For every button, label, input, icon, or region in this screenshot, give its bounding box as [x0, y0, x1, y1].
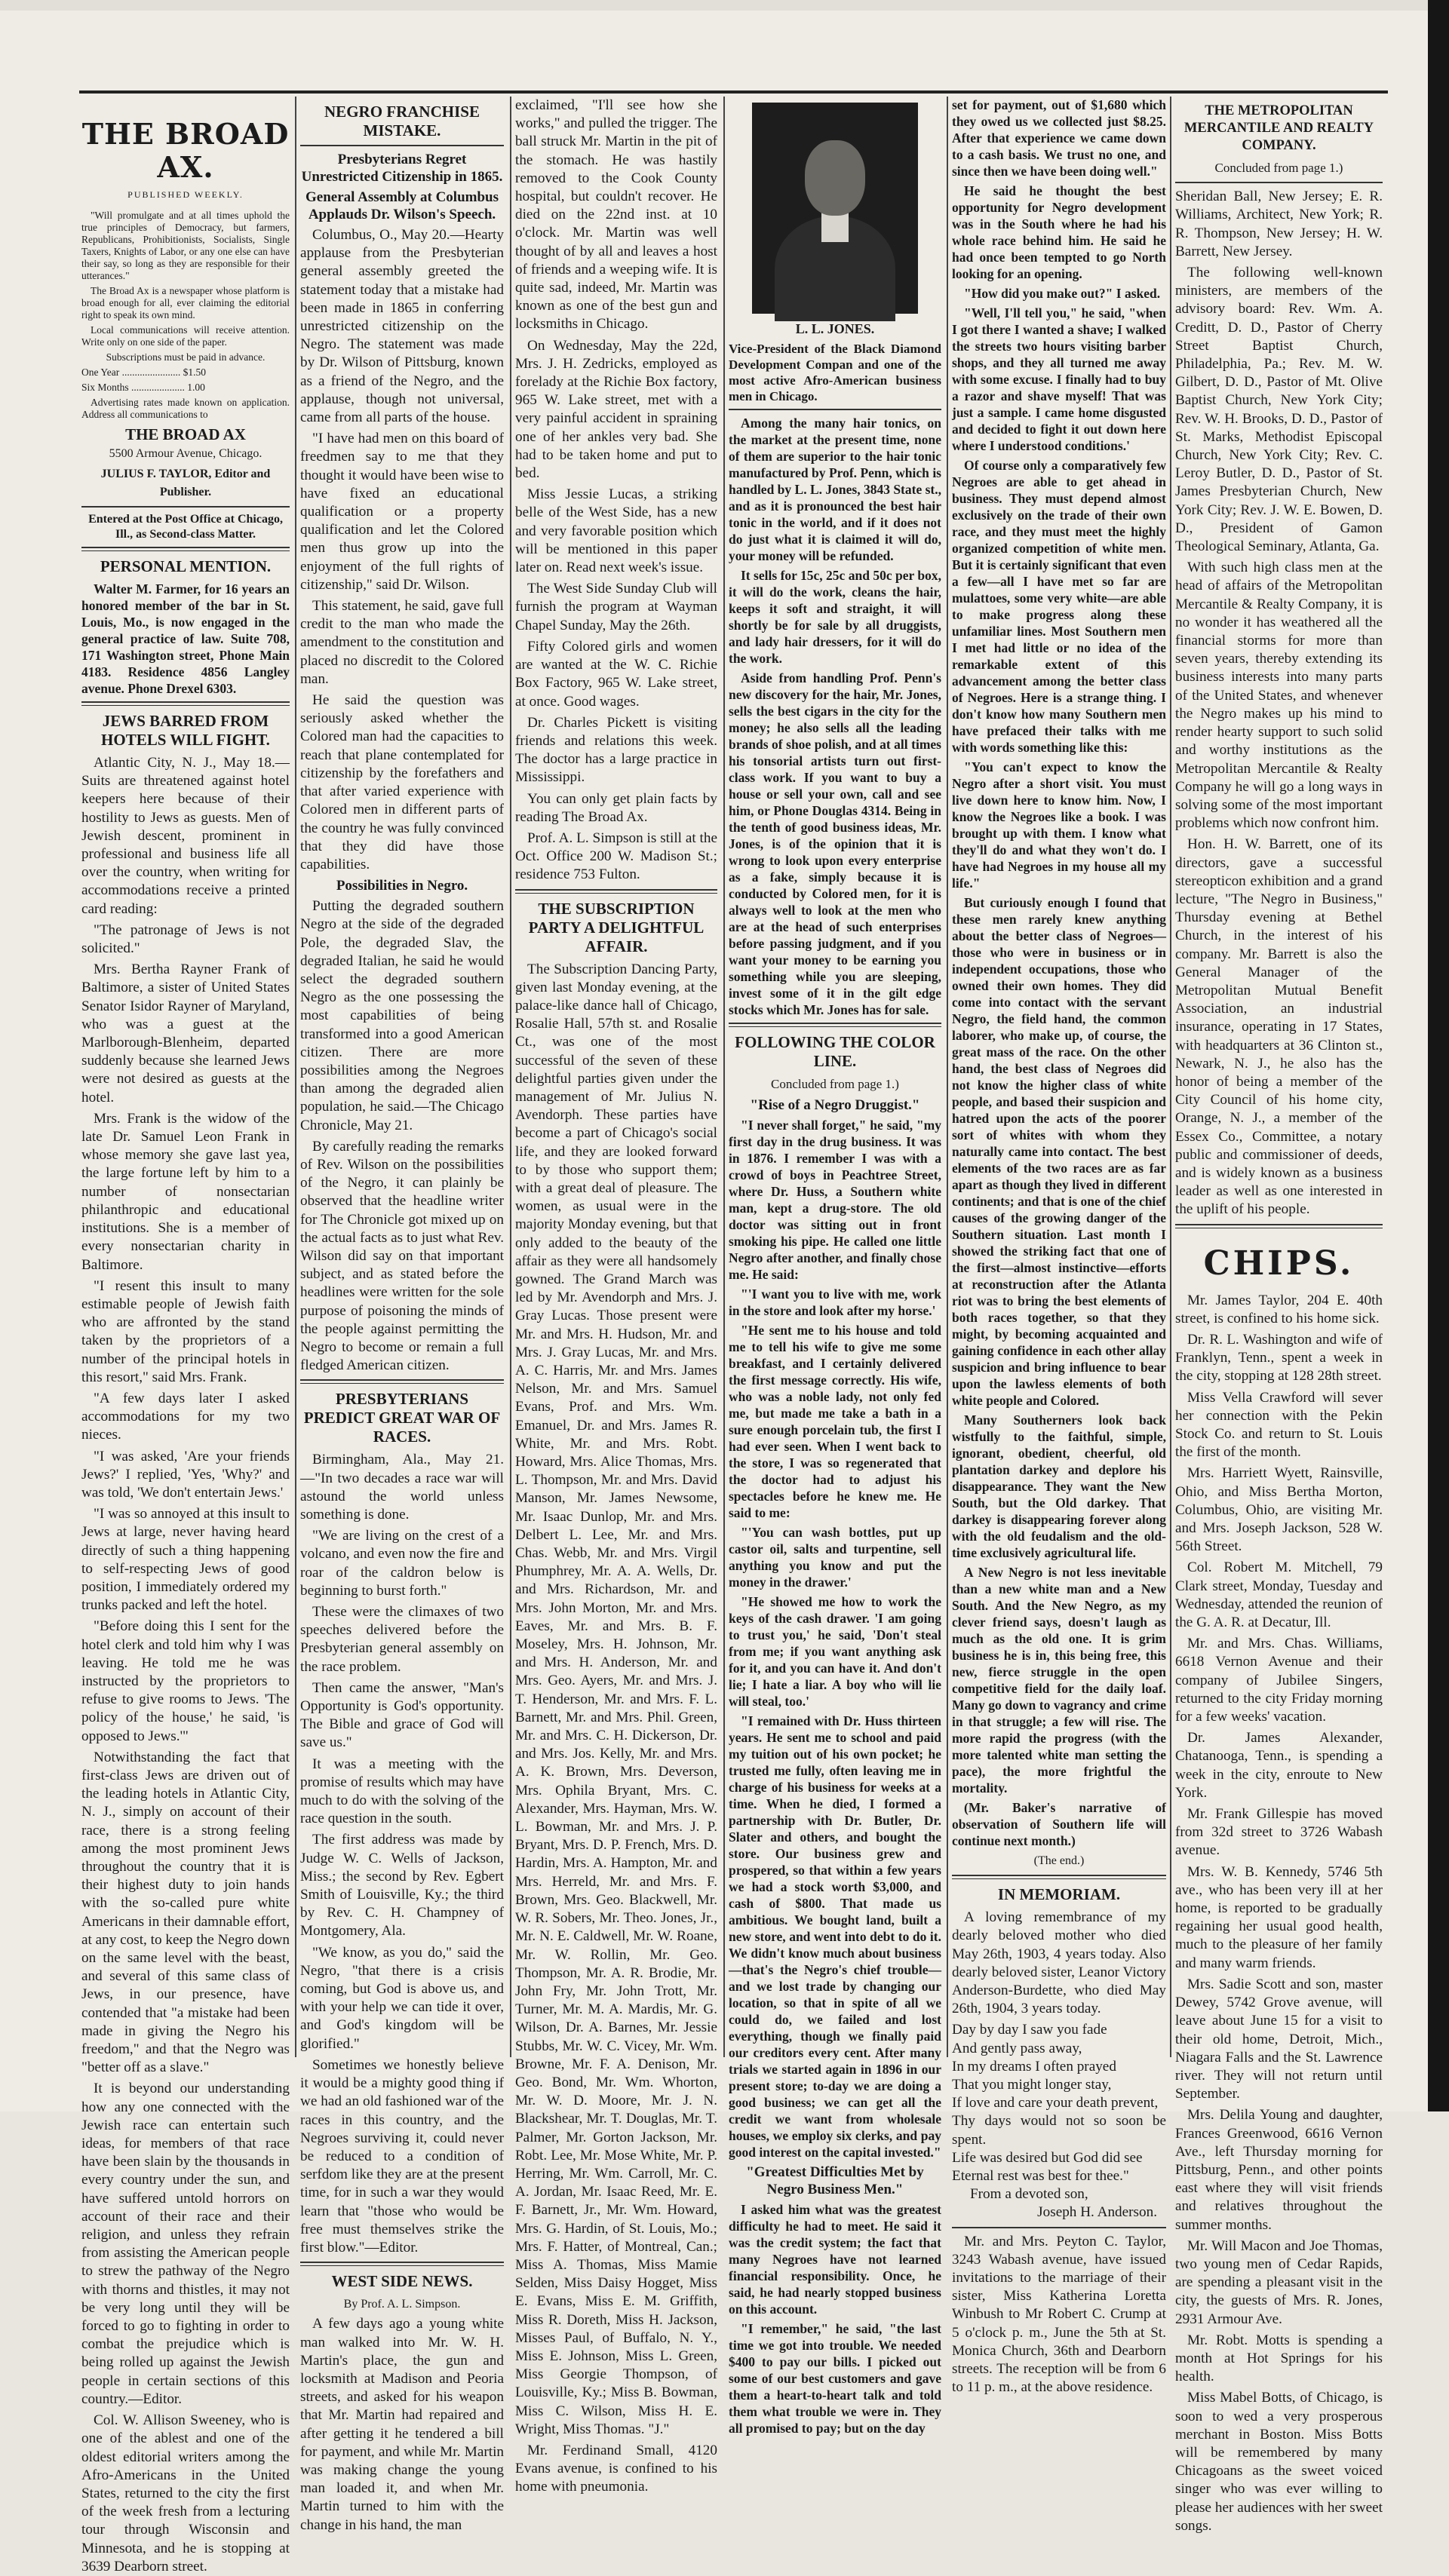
article-paragraph: "The patronage of Jews is not solicited." — [81, 922, 290, 957]
article-paragraph: "He showed me how to work the keys of the cash drawer. 'I am going to trust you,' he said, 'Don't steal from me; if you want anything ask for it, and you can have it. And don't lie; I hate a liar. A boy who will lie will steal, too.' — [729, 1594, 941, 1710]
divider — [81, 547, 290, 551]
memoriam-signature: Joseph H. Anderson. — [1037, 2204, 1157, 2221]
article-paragraph: The Subscription Dancing Party, given last Monday evening, at the palace-like dance hall of Chicago, Rosalie Hall, 57th st. and Rosalie Ct., was one of the most successful of the seven of these delightful parties given under the management of Mr. Julius N. Avendorph. These parties have become a part of Chicago's social life, and they are looked forward to by those who support them; with a great deal of pleasure. The women, as usual were in the majority Monday evening, but that only added to the beauty of the affair as they were all handsomely gowned. The Grand March was led by Mr. Avendorph and Mrs. J. Gray Lucas. Those present were Mr. and Mrs. H. Hudson, Mr. and Mrs. J. Gray Lucas, Mr. and Mrs. A. C. Harris, Mr. and Mrs. James Nelson, Mr. and Mrs. Samuel Evans, Prof. and Mrs. Wm. Emanuel, Dr. and Mrs. James R. White, Mr. and Mrs. Robt. Howard, Mrs. Alice Thomas, Mrs. L. Thompson, Mr. and Mrs. David Manson, Mr. James Newsome, Mr. Isaac Dunlop, Mr. and Mrs. Delbert L. Lee, Mr. and Mrs. Chas. Webb, Mr. and Mrs. Virgil Phumphrey, Mr. A. A. Wells, Dr. and Mrs. Richardson, Mr. and Mrs. John Morton, Mr. and Mrs. Eaves, Mr. and Mrs. B. F. Moseley, Mrs. H. Johnson, Mr. and Mrs. H. Anderson, Mr. and Mrs. Geo. Ayers, Mr. and Mrs. J. T. Henderson, Mr. and Mrs. F. L. Barnett, Mr. and Mrs. Phil. Green, Mr. and Mrs. C. H. Dickerson, Dr. and Mrs. Jos. Kelly, Mr. and Mrs. A. K. Brown, Mrs. Deverson, Mrs. Ophila Bryant, Mrs. C. Alexander, Mrs. Hayman, Mrs. W. L. Bowman, Mr. and Mrs. J. P. Bryant, Mrs. D. P. French, Mrs. D. Hardin, Mrs. A. Hampton, Mr. and Mrs. Herreld, Mr. and Mrs. F. Brown, Mrs. Geo. Blackwell, Mr. W. R. Sobers, Mr. Theo. Jones, Jr., Mr. N. E. Caldwell, Mr. W. Roane, Mr. W. Rollin, Mr. Geo. Thompson, Mr. A. R. Brodie, Mr. John Fry, Mr. John Trott, Mr. Turner, Mr. M. A. Mardis, Mr. G. Wilson, Dr. A. Barnes, Mr. Jessie Stubbs, Mr. W. C. Vicey, Mr. Wm. Browne, Mr. F. A. Denison, Mr. Geo. Bond, Mr. Wm. Whorton, Mr. W. D. Moore, Mr. J. N. Blackshear, Mr. T. Douglas, Mr. T. Palmer, Mr. Gorton Jackson, Mr. Robt. Lee, Mr. Mose White, Mr. P. Herring, Mr. Wm. Carroll, Mr. C. A. Jordan, Mr. Isaac Reed, Mr. E. F. Barnett, Jr., Mr. Wm. Howard, Mrs. G. Hardin, of St. Louis, Mo.; Mrs. F. Hatter, of Montreal, Can.; Miss A. Thomas, Miss Mamie Selden, Miss Daisy Hogget, Miss E. Evans, Miss E. M. Griffith, Miss R. Doreth, Miss H. Jackson, Misses Paul, of Buffalo, N. Y., Miss E. Johnson, Miss L. Green, Miss Georgie Thompson, of Louisville, Ky.; Miss B. Bowman, Miss C. Wilson, Miss H. E. Wright, Miss Thomas. "J." — [515, 961, 717, 2437]
article-paragraph: (Mr. Baker's narrative of observation of Southern life will continue next month.) — [952, 1800, 1166, 1848]
chips-item: Dr. James Alexander, Chatanooga, Tenn., is spending a week in the city, enroute to New York. — [1175, 1730, 1383, 1801]
verse-line: In my dreams I often prayed — [952, 2058, 1116, 2075]
chips-item: Dr. R. L. Washington and wife of Franklyn, Tenn., spent a week in the city, stopping at 128 28th street. — [1175, 1331, 1383, 1385]
article-paragraph: Prof. A. L. Simpson is still at the Oct. Office 200 W. Madison St.; residence 753 Fulton. — [515, 830, 717, 883]
column-2 — [300, 97, 504, 2533]
portrait-photo — [752, 103, 918, 314]
chips-item: Mrs. Delila Young and daughter, Frances Greenwood, 6616 Vernon Ave., left Thursday morning for Pittsburg, Penn., and other points east where they will visit friends and relatives throughout the summer months. — [1175, 2107, 1383, 2233]
mercantile-heading: THE METROPOLITAN MERCANTILE AND REALTY COMPANY. — [1183, 103, 1374, 153]
article-paragraph: But curiously enough I found that these men rarely knew anything about the better class of Negroes—those who were in business or in independent occupations, those who owned their own homes. They did come into contact with the servant Negro, the field hand, the common laborer, who make up, of course, the great mass of the race. On the other hand, the best class of Negroes did not know the higher class of white people, and based their suspicion and hatred upon the acts of the poorer sort of whites with whom they naturally came into contact. The best elements of the two races are as far apart as though they lived in different continents; and that is one of the chief causes of the growing danger of the Southern situation. Last month I showed the striking fact that one of the first—almost instinctive—efforts at reconstruction after the Atlanta riot was to bring the best elements of both races together, so that they might, by becoming acquainted and gaining confidence in each other allay suspicion and bring influence to bear upon the lawless elements of both white people and Colored. — [952, 895, 1166, 1408]
rate-six-months: Six Months ..................... 1.00 — [81, 382, 205, 394]
chips-item: Mr. Robt. Motts is spending a month at Hot Springs for his health. — [1175, 2332, 1383, 2385]
memoriam-heading: IN MEMORIAM. — [997, 1885, 1121, 1904]
address-street: 5500 Armour Avenue, Chicago. — [109, 447, 262, 461]
article-paragraph: Dr. Charles Pickett is visiting friends and relations this week. The doctor has a large practice in Mississippi. — [515, 714, 717, 786]
chips-item: Mr. James Taylor, 204 E. 40th street, is confined to his home sick. — [1175, 1292, 1383, 1326]
west-side-heading: WEST SIDE NEWS. — [331, 2272, 473, 2291]
divider — [81, 701, 290, 706]
article-paragraph: "I remember," he said, "the last time we got into trouble. We needed $400 to pay our bills. I picked out some of our best customers and gave them a heart-to-heart talk and told them what trouble we were in. They all promised to pay; but on the day — [729, 2321, 941, 2436]
article-paragraph: Hon. H. W. Barrett, one of its directors, gave a successful stereopticon exhibition and a grand lecture, "The Negro in Business," Thursday evening at Bethel Church, in the interest of his company. Mr. Barrett is also the General Manager of the Metropolitan Mutual Benefit Association, an industrial insurance, operating in 17 States, with headquarters at 36 Clinton st., Newark, N. J., he also has the honor of being a member of the City Council of his home city, Orange, N. J., a member of the Essex Co., Committee, a notary public and commissioner of deeds, and is widely known as a business leader as well as one interested in the uplift of his people. — [1175, 836, 1383, 1218]
chips-item: Mr. Frank Gillespie has moved from 32d street to 3726 Wabash avenue. — [1175, 1806, 1383, 1859]
article-paragraph: The first address was made by Judge W. C. Wells of Jackson, Miss.; the second by Rev. Egbert Smith of Louisville, Ky.; the third by Rev. C. H. Champney of Montgomery, Ala. — [300, 1832, 504, 1940]
franchise-subheading: Presbyterians Regret Unrestricted Citizenship in 1865. — [301, 152, 503, 185]
article-paragraph: "'I want you to live with me, work in the store and look after my horse.' — [729, 1286, 941, 1319]
masthead-blurb: "Will promulgate and at all times uphold the true principles of Democracy, but farmers, Republicans, Prohibitionists, Socialists, Single Taxers, Knights of Labor, or any one else can have their say, so long as they are responsible for their utterances." — [81, 210, 290, 282]
article-paragraph: "I was so annoyed at this insult to Jews at large, never having heard directly of such a thing happening to self-respecting Jews of good position, I immediately ordered my trunks packed and left the hotel. — [81, 1506, 290, 1614]
article-paragraph: Sheridan Ball, New Jersey; E. R. Williams, Architect, New York; R. R. Thompson, New Jersey; H. W. Barrett, New Jersey. — [1175, 189, 1383, 259]
article-paragraph: "Before doing this I sent for the hotel clerk and told him why I was leaving. He told me he was instructed by the proprietors to refuse to give rooms to Jews. 'The policy of the house,' he said, 'is opposed to Jews.'" — [81, 1618, 290, 1744]
chips-item: Mr. and Mrs. Chas. Williams, 6618 Vernon Avenue and their company of Jubilee Singers, returned to the city Friday morning for a few weeks' vacation. — [1175, 1636, 1383, 1725]
verse-line: Life was desired but God did see — [952, 2149, 1143, 2166]
franchise-subheading: General Assembly at Columbus Applauds Dr. Wilson's Speech. — [305, 189, 499, 222]
column-rule — [295, 97, 296, 2057]
article-paragraph: Among the many hair tonics, on the market at the present time, none of them are superior to the hair tonic manufactured by Prof. Penn, which is handled by L. L. Jones, 3843 State st., and as it is pronounced the best hair tonic in the world, and if it does not do just what it is claimed it will do, your money will be refunded. — [729, 416, 941, 564]
jews-barred-heading: JEWS BARRED FROM HOTELS WILL FIGHT. — [101, 712, 270, 750]
column-rule — [723, 97, 725, 2057]
article-paragraph: These were the climaxes of two speeches delivered before the Presbyterian general assembly on the race problem. — [300, 1604, 504, 1675]
divider — [1175, 182, 1383, 183]
column-4 — [729, 97, 941, 2436]
photo-caption-text: Vice-President of the Black Diamond Development Compan and one of the most active Afro-American business men in Chicago. — [729, 342, 941, 404]
scan-right-edge — [1428, 0, 1449, 2111]
subscription-note: Subscriptions must be paid in advance. — [106, 351, 266, 363]
article-paragraph: Then came the answer, "Man's Opportunity is God's opportunity. The Bible and grace of God will save us." — [300, 1679, 504, 1751]
article-paragraph: "Well, I'll tell you," he said, "when I got there I wanted a shave; I walked the streets two hours visiting barber shops, and they all turned me away with some excuse. I finally had to buy a razor and shave myself! That was just a sample. I came home disgusted and decided to fight it out down here where I understood conditions.' — [952, 305, 1166, 453]
divider — [1175, 1224, 1383, 1228]
memoriam-paragraph: A loving remembrance of my dearly beloved mother who died May 26th, 1903, 4 years today. Also dearly beloved sister, Leanor Victory Anderson-Burdette, who died May 26th, 1904, 3 years today. — [952, 1909, 1166, 2017]
ad-rates: Advertising rates made known on application. Address all communications to — [81, 397, 290, 421]
west-side-byline: By Prof. A. L. Simpson. — [343, 2298, 461, 2311]
chips-item: Mr. Will Macon and Joe Thomas, two young men of Cedar Rapids, are spending a pleasant visit in the city, the guests of Mrs. R. Jones, 2931 Armour Ave. — [1175, 2237, 1383, 2327]
chips-item: Miss Vella Crawford will sever her connection with the Pekin Stock Co. and return to St. Louis the first of the month. — [1175, 1389, 1383, 1461]
column-rule — [947, 97, 948, 2057]
column-rule — [1170, 97, 1171, 2057]
divider — [952, 2227, 1166, 2228]
verse-line: If love and care your death prevent, — [952, 2095, 1159, 2111]
article-paragraph: "How did you make out?" I asked. — [964, 286, 1161, 301]
article-paragraph: "I remained with Dr. Huss thirteen years. He sent me to school and paid my tuition out of his own pocket; he trusted me fully, often leaving me in charge of his business for weeks at a time. When he died, I formed a partnership with Dr. Butler, Dr. Slater and others, and bought the store. Our business grew and prospered, so that within a few years we had a stock worth $3,000, and cash of $800. That made us ambitious. We bought land, built a new store, and went into debt to do it. We didn't know much about business—that's the Negro's chief trouble—and we lost trade by changing our location, so that in spite of all we could do, we failed and lost everything, though we finally paid our creditors every cent. After many trials we started again in 1896 in our present store; to-day we are doing a good business; we can get all the credit we want from wholesale houses, we employ six clerks, and pay good interest on the capital invested." — [729, 1713, 941, 2160]
article-paragraph: It was a meeting with the promise of results which may have much to do with the solving of the race question in the south. — [300, 1756, 504, 1827]
article-paragraph: Mrs. Frank is the widow of the late Dr. Samuel Leon Frank in whose memory she gave last yea, the large fortune left by him to a number of nonsectarian philanthropic and educational institutions. She is a member of every nonsectarian charity in Baltimore. — [81, 1110, 290, 1273]
article-paragraph: Fifty Colored girls and women are wanted at the W. C. Richie Box Factory, 965 W. Lake street, at once. Good wages. — [515, 638, 717, 710]
predict-heading: PRESBYTERIANS PREDICT GREAT WAR OF RACES. — [303, 1390, 501, 1446]
column-6 — [1175, 97, 1383, 2534]
entered-notice: Entered at the Post Office at Chicago, Ill., as Second-class Matter. — [88, 513, 283, 541]
scan-top-margin — [0, 0, 1449, 11]
article-paragraph: "We know, as you do," said the Negro, "that there is a crisis coming, but God is above us, and with your help we can tide it over, and God's kingdom will be glorified." — [300, 1944, 504, 2052]
divider — [729, 1023, 941, 1027]
difficulties-subheading: "Greatest Difficulties Met by Negro Business Men." — [746, 2164, 924, 2198]
article-paragraph: A New Negro is not less inevitable than a new white man and a New South. And the New Negro, as my clever friend says, doesn't laugh as much as the old one. It is grim business he is in, this being free, this new, fierce struggle in the open competitive field for the daily loaf. Many go down to vagrancy and crime in that struggle; a few will rise. The more rapid the progress (with the more talented white man setting the pace), the more frightful the mortality. — [952, 1565, 1166, 1796]
article-paragraph: Atlantic City, N. J., May 18.—Suits are threatened against hotel keepers here because of their hostility to Jews as guests. Men of Jewish descent, prominent in professional and business life all over the country, when writing for accommodations receive a printed card reading: — [81, 755, 290, 917]
article-paragraph: "You can't expect to know the Negro after a short visit. You must live down here to know him. Now, I know the Negroes like a book. I was brought up with them. I know what they'll do and what they won't do. I have had Negroes in my house all my life." — [952, 759, 1166, 891]
divider — [300, 145, 504, 146]
article-paragraph: "A few days later I asked accommodations for my two nieces. — [81, 1390, 290, 1443]
verse-line: Thy days would not so soon be spent. — [952, 2113, 1166, 2148]
article-paragraph: A few days ago a young white man walked into Mr. W. H. Martin's place, the gun and locksmith at Madison and Peoria streets, and asked for his weapon that Mr. Martin had repaired and after getting it he tendered a bill for payment, and while Mr. Martin was making change the young man loaded it, and when Mr. Martin turned to him with the change in his hand, the man — [300, 2316, 504, 2533]
personal-mention-text: Walter M. Farmer, for 16 years an honored member of the bar in St. Louis, Mo., is now engaged in the general practice of law. Suite 708, 171 Washington street, Phone Main 4183. Residence 4856 Langley avenue. Phone Drexel 6303. — [81, 581, 290, 697]
article-paragraph: This statement, he said, gave full credit to the man who made the amendment to the constitution and placed no discredit to the Colored man. — [300, 598, 504, 687]
divider — [952, 1875, 1166, 1879]
article-paragraph: Mr. Ferdinand Small, 4120 Evans avenue, is confined to his home with pneumonia. — [515, 2442, 717, 2495]
subscription-party-heading: THE SUBSCRIPTION PARTY A DELIGHTFUL AFFAIR. — [528, 899, 705, 955]
chips-item: Col. Robert M. Mitchell, 79 Clark street, Monday, Tuesday and Wednesday, attended the reunion of the G. A. R. at Decatur, Ill. — [1175, 1559, 1383, 1631]
article-paragraph: Mrs. Bertha Rayner Frank of Baltimore, a sister of United States Senator Isidor Rayner of Maryland, who was a guest at the Marlborough-Blenheim, departed suddenly because she learned Jews were not desired as guests at the hotel. — [81, 961, 290, 1106]
article-paragraph: It sells for 15c, 25c and 50c per box, it will do the work, cleans the hair, keeps it soft and straight, it will shortly be for sale by all druggists, and lady hair dressers, for it will do the work. — [729, 568, 941, 667]
address-name: THE BROAD AX — [125, 425, 246, 444]
top-rule — [79, 90, 1388, 94]
personal-mention-heading: PERSONAL MENTION. — [100, 557, 272, 576]
article-paragraph: "He sent me to his house and told me to tell his wife to give me some breakfast, and I certainly delivered the first message correctly. His wife, who was a noble lady, not only fed me, but made me take a bath in a sure enough porcelain tub, the first I had ever seen. When I went back to the store, I was so regenerated that the doctor had to adjust his spectacles before he knew me. He said to me: — [729, 1323, 941, 1521]
wedding-paragraph: Mr. and Mrs. Peyton C. Taylor, 3243 Wabash avenue, have issued invitations to the marriage of their sister, Miss Katherina Loretta Winbush to Mr Robert C. Crump at 5 o'clock p. m., June the 5th at St. Monica Church, 36th and Dearborn streets. The reception will be from 6 to 11 p. m., at the above residence. — [952, 2233, 1166, 2396]
divider — [300, 1379, 504, 1384]
rate-year: One Year ....................... $1.50 — [81, 366, 206, 379]
article-paragraph: "I never shall forget," he said, "my first day in the drug business. It was in 1876. I remember I was with a crowd of boys in Peachtree Street, where Dr. Huss, a Southern white man, kept a drug-store. The old doctor was sitting out in front smoking his pipe. He called one little Negro after another, and finally chose me. He said: — [729, 1118, 941, 1283]
article-paragraph: "'You can wash bottles, put up castor oil, salts and turpentine, sell anything you know and put the money in the drawer.' — [729, 1525, 941, 1590]
mercantile-continuation: Concluded from page 1.) — [1214, 161, 1343, 175]
chips-item: Mrs. W. B. Kennedy, 5746 5th ave., who has been very ill at her home, is reported to be gradually regaining her usual good health, much to the pleasure of her family and many warm friends. — [1175, 1863, 1383, 1971]
verse-line: Eternal rest was best for thee." — [952, 2168, 1129, 2185]
article-paragraph: Columbus, O., May 20.—Hearty applause from the Presbyterian general assembly greeted the statement today that a mistake had been made in 1865 in conferring unrestricted citizenship on the Negro. The statement was made by Dr. Wilson of Pittsburg, known as a friend of the Negro, and the applause, though not universal, came from all parts of the house. — [300, 227, 504, 426]
article-paragraph: He said he thought the best opportunity for Negro development was in the South where he had his whole race behind him. He said he had once been tempted to go North looking for an opening. — [952, 183, 1166, 281]
editor-line: JULIUS F. TAYLOR, Editor and Publisher. — [100, 467, 271, 498]
column-5 — [952, 97, 1166, 2396]
color-line-continuation: Concluded from page 1.) — [771, 1077, 899, 1092]
divider — [515, 889, 717, 894]
article-paragraph: "We are living on the crest of a volcano, and even now the fire and roar of the caldron below is beginning to burst forth." — [300, 1528, 504, 1599]
druggist-subheading: "Rise of a Negro Druggist." — [750, 1097, 920, 1114]
column-3 — [515, 97, 717, 2495]
article-paragraph: Birmingham, Ala., May 21.—"In two decades a race war will astound the world unless something is done. — [300, 1452, 504, 1523]
article-paragraph: Col. W. Allison Sweeney, who is one of the ablest and one of the oldest editorial writers among the Afro-Americans in the United States, returned to the city the first of the week fresh from a lecturing tour through Wisconsin and Minnesota, and he is stopping at 3639 Dearborn street. — [81, 2412, 290, 2574]
article-paragraph: Sometimes we honestly believe it would be a mighty good thing if we had an old fashioned war of the races in this country, and the Negroes surviving it, could never be reduced to a condition of serfdom like they are at the present time, for in such a war they would learn that "those who would be free must themselves strike the first blow."—Editor. — [300, 2056, 504, 2256]
article-paragraph: Of course only a comparatively few Negroes are able to get ahead in business. They must depend almost exclusively on the trade of their own race, and they must meet the highly organized competition of white men. But it is certainly significant that even a few—all I have met so far are mulattoes, some very white—are able to make progress along these unfamiliar lines. Most Southern men I met had little or no idea of the remarkable extent of this advancement among the better class of Negroes. Here is a strange thing. I don't know how many Southern men have prefaced their talks with me with words something like this: — [952, 458, 1166, 755]
the-end-note: (The end.) — [1033, 1854, 1085, 1867]
color-line-heading: FOLLOWING THE COLOR LINE. — [735, 1033, 935, 1071]
article-paragraph: I asked him what was the greatest difficulty he had to meet. He said it was the credit system; the fact that many Negroes have not learned financial responsibility. Once, he said, he had nearly stopped business on this account. — [729, 2202, 941, 2317]
article-paragraph: The West Side Sunday Club will furnish the program at Wayman Chapel Sunday, May the 26th. — [515, 581, 717, 633]
portrait-face — [805, 140, 865, 216]
portrait-collar — [821, 212, 849, 242]
article-paragraph: Miss Jessie Lucas, a striking belle of the West Side, has a new and very favorable position which will be mentioned in this paper later on. Read next week's issue. — [515, 486, 717, 576]
verse-line: And gently pass away, — [952, 2040, 1082, 2056]
chips-item: Miss Mabel Botts, of Chicago, is soon to wed a very prosperous merchant in Boston. Miss Botts will be remembered by many Chicagoans as the sweet voiced singer who was ever willing to please her audiences with her sweet songs. — [1175, 2390, 1383, 2534]
verse-line: Day by day I saw you fade — [952, 2022, 1107, 2038]
memoriam-from: From a devoted son, — [970, 2186, 1088, 2203]
article-paragraph: By carefully reading the remarks of Rev. Wilson on the possibilities of the Negro, it can plainly be observed that the headline writer for The Chronicle got mixed up on the actual facts as to just what Rev. Wilson did say on that important subject, and as stated before the headlines were written for the sole purpose of poisoning the minds of the people against permitting the Negro to become or remain a full fledged American citizen. — [300, 1138, 504, 1374]
masthead-policy: The Broad Ax is a newspaper whose platform is broad enough for all, ever claiming the editorial right to speak its own mind. — [81, 285, 290, 321]
column-1 — [81, 97, 290, 2574]
article-paragraph: He said the question was seriously asked whether the Colored man had the capacities to reach that plane contemplated for citizenship by the forefathers and that after varied experience with Colored men in different parts of the country he was fully convinced that they did have those capabilities. — [300, 692, 504, 872]
chips-item: Mrs. Harriett Wyett, Rainsville, Ohio, and Miss Bertha Morton, Columbus, Ohio, are visiting Mr. and Mrs. Joseph Jackson, 528 W. 56th Street. — [1175, 1465, 1383, 1555]
article-paragraph: "I was asked, 'Are your friends Jews?' I replied, 'Yes, 'Why?' and was told, 'We don't entertain Jews.' — [81, 1448, 290, 1501]
article-paragraph: set for payment, out of $1,680 which they owed us we collected just $8.25. After that experience we came down to a cash basis. We trust no one, and since then we have been doing well." — [952, 97, 1166, 179]
franchise-heading: NEGRO FRANCHISE MISTAKE. — [324, 103, 480, 140]
chips-heading: CHIPS. — [1203, 1244, 1355, 1283]
article-paragraph: "I resent this insult to many estimable people of Jewish faith who are affronted by the stand taken by the proprietors of a number of the principal hotels in this resort," said Mrs. Frank. — [81, 1277, 290, 1385]
article-paragraph: Putting the degraded southern Negro at the side of the degraded Pole, the degraded Slav, the degraded Italian, he said he would select the degraded southern Negro as the one possessing the most capabilities of being transformed into a good American citizen. There are more possibilities among the Negroes than among the degraded alien population, he said.—The Chicago Chronicle, May 21. — [300, 898, 504, 1133]
article-paragraph: Many Southerners look back wistfully to the faithful, simple, ignorant, obedient, cheerful, old plantation darkey and deplore his disappearance. They want the New South, but the Old darkey. That darkey is disappearing forever along with the old feudalism and the old-time exclusively agricultural life. — [952, 1412, 1166, 1560]
article-paragraph: Aside from handling Prof. Penn's new discovery for the hair, Mr. Jones, sells the best cigars in the city for the money; he also sells all the leading brands of shoe polish, and at all times his tonsorial artists turn out first-class work. If you want to buy a house or sell your own, call and see him, or Phone Douglas 4314. Being in the tenth of good business ideas, Mr. Jones, is of the opinion that it is wrong to look upon every enterprise as a fake, simply because it is conducted by Colored men, for it is always well to look at the men who are at the head of such enterprises before passing judgment, and if you want your money to be earning you something while you are sleeping, invest some of it in the gilt edge stocks which Mr. Jones has for sale. — [729, 670, 941, 1018]
divider — [81, 506, 290, 508]
photo-caption-name: L. L. JONES. — [795, 321, 875, 336]
article-paragraph: "I have had men on this board of freedmen say to me that they thought it would have been wise to have fixed an educational qualification or a property qualification and let the Colored men thus grow up into the enjoyment of the full rights of citizenship," said Dr. Wilson. — [300, 431, 504, 593]
article-paragraph: With such high class men at the head of affairs of the Metropolitan Mercantile & Realty Company, it is no wonder it has weathered all the financial storms for more than seven years, thereby extending its business interests into many parts of the United States, and whenever the Negro makes up his mind to render hearty support to such solid and worthy institutions as the Metropolitan Mercantile & Realty Company he will go a long ways in solving some of the most important problems which now confront him. — [1175, 560, 1383, 832]
chips-item: Mrs. Sadie Scott and son, master Dewey, 5742 Grove avenue, will leave about June 15 for a visit to their old home, Detroit, Mich., Niagara Falls and the St. Lawrence river. They will not return until September. — [1175, 1976, 1383, 2102]
divider — [300, 2262, 504, 2266]
column-rule — [510, 97, 511, 2057]
verse-line: That you might longer stay, — [952, 2077, 1112, 2093]
article-paragraph: exclaimed, "I'll see how she works," and pulled the trigger. The ball struck Mr. Martin in the pit of the stomach. He was hastily removed to the Cook County hospital, but couldn't recover. He died on the 22nd inst. at 10 o'clock. Mr. Martin was well thought of by all and leaves a host of friends and a weeping wife. It is quite sad, indeed, Mr. Martin was known as one of the best gun and locksmiths in Chicago. — [515, 97, 717, 333]
possibilities-subheading: Possibilities in Negro. — [336, 878, 468, 894]
article-paragraph: You can only get plain facts by reading The Broad Ax. — [515, 790, 717, 825]
divider — [729, 409, 941, 410]
masthead-policy: Local communications will receive attention. Write only on one side of the paper. — [81, 324, 290, 348]
article-paragraph: It is beyond our understanding how any one connected with the Jewish race can entertain such ideas, for members of that race have been slain by the thousands in every country under the sun, and have suffered untold horrors on account of their race and their religion, and unless they refrain from assisting the American people to strew the pathway of the Negro with thorns and thistles, it may not be very long until they will be forced to go to fighting in order to combat the prejudice which is being rolled up against the Jewish people in certain sections of this country.—Editor. — [81, 2081, 290, 2407]
masthead-title: THE BROAD AX. — [81, 117, 290, 184]
masthead-published: PUBLISHED WEEKLY. — [127, 189, 244, 200]
article-paragraph: On Wednesday, May the 22d, Mrs. J. H. Zedricks, employed as forelady at the Richie Box factory, 965 W. Lake street, met with a very painful accident in spraining one of her ankles very bad. She had to be taken home and put to bed. — [515, 337, 717, 482]
article-paragraph: Notwithstanding the fact that first-class Jews are driven out of the leading hotels in Atlantic City, N. J., simply on account of their race, there is a strong feeling among the most prominent Jews throughout the country that it is their highest duty to join hands with the so-called pure white Americans in their damnable effort, at any cost, to keep the Negro down on the same level with the beast, and several of this same class of Jews, in our presence, have contended that "a mistake had been made in giving the Negro his freedom," and that the Negro was "better off as a slave." — [81, 1749, 290, 2076]
article-paragraph: The following well-known ministers, are members of the advisory board: Rev. Wm. A. Creditt, D. D., Pastor of Cherry Street Baptist Church, Philadelphia, Pa.; Rev. M. W. Gilbert, D. D., Pastor of Mt. Olive Baptist Church, New York City; Rev. W. H. Brooks, D. D., Pastor of St. Marks, Methodist Episcopal Church, New York City; Rev. C. Leroy Butler, D. D., Pastor of St. James Presbyterian Church, New York City; Rev. J. W. E. Bowen, D. D., President of Gamon Theological Seminary, Atlanta, Ga. — [1175, 265, 1383, 555]
